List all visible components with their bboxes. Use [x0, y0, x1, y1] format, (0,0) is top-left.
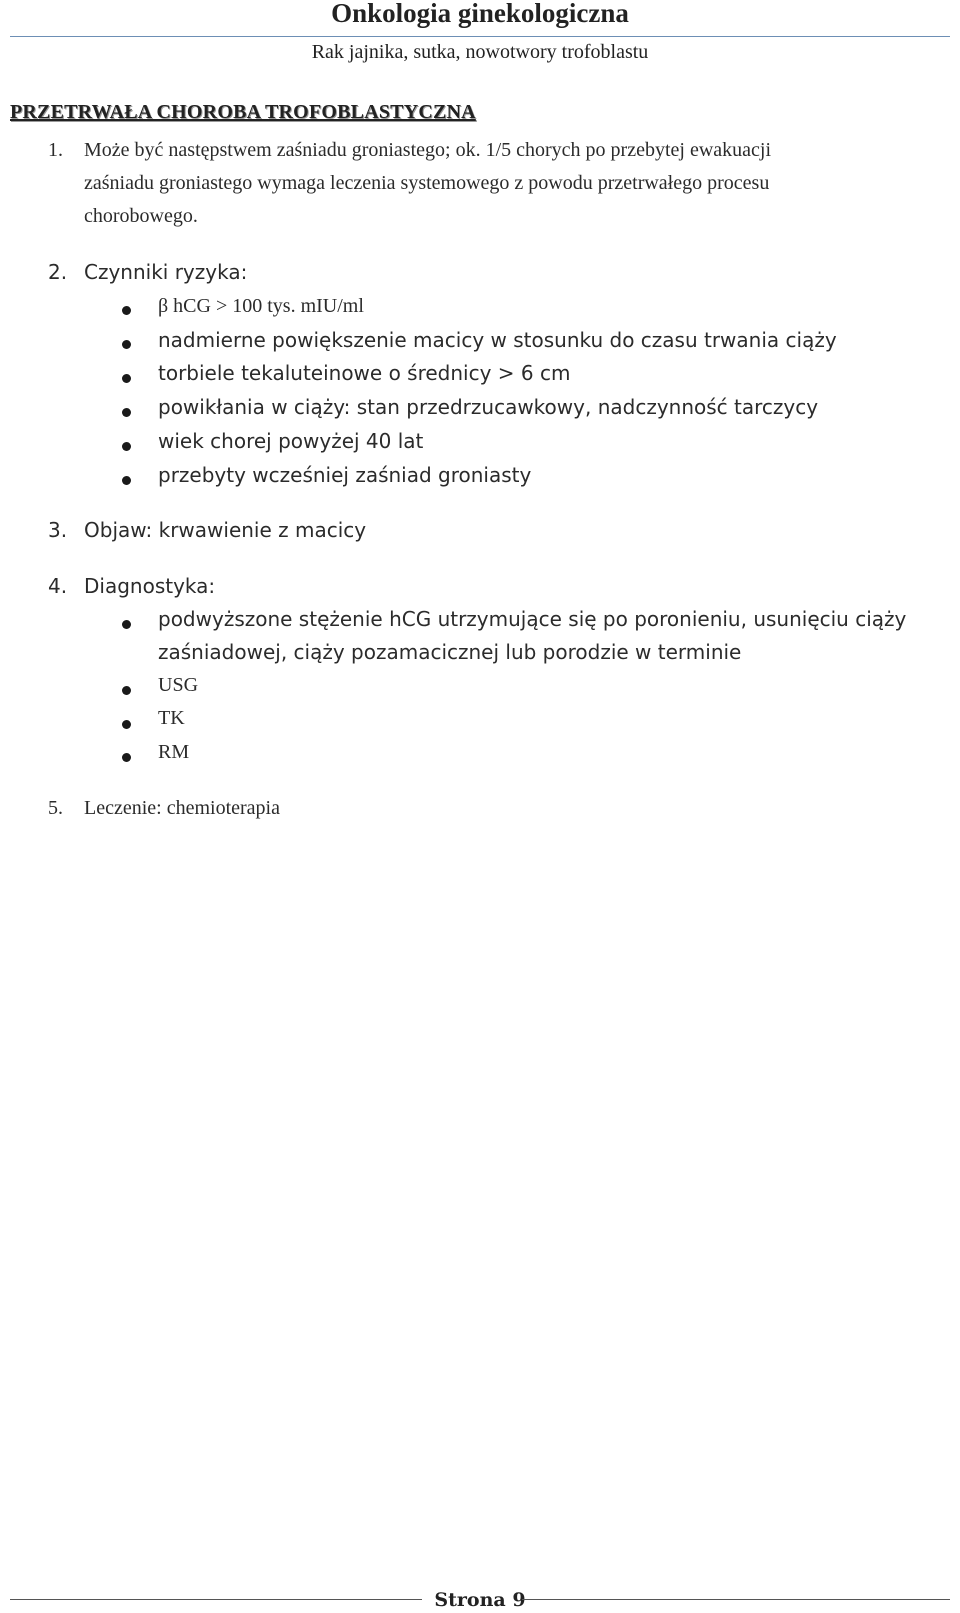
- bullet-text: RM: [158, 741, 190, 763]
- header-divider: [10, 36, 950, 37]
- bullet-text-line: zaśniadowej, ciąży pozamacicznej lub porodzie w terminie: [158, 640, 742, 664]
- bullet-text: nadmierne powiększenie macicy w stosunku do czasu trwania ciąży: [158, 328, 837, 352]
- page-title: Onkologia ginekologiczna: [331, 0, 629, 28]
- item-text: Czynniki ryzyka:: [84, 260, 248, 284]
- item-number: 5.: [48, 797, 63, 819]
- item-number: 1.: [48, 139, 63, 161]
- item-text: Diagnostyka:: [84, 574, 216, 598]
- bullet-icon: [122, 306, 131, 315]
- item-text-line: zaśniadu groniastego wymaga leczenia systemowego z powodu przetrwałego procesu: [84, 172, 770, 194]
- bullet-text: powikłania w ciąży: stan przedrzucawkowy, nadczynność tarczycy: [158, 395, 819, 419]
- bullet-icon: [122, 476, 131, 485]
- item-text: Leczenie: chemioterapia: [84, 797, 280, 819]
- bullet-icon: [122, 374, 131, 383]
- item-text-line: chorobowego.: [84, 205, 198, 227]
- footer-divider-right: [522, 1599, 950, 1600]
- bullet-icon: [122, 720, 131, 729]
- bullet-text: torbiele tekaluteinowe o średnicy > 6 cm: [158, 361, 571, 385]
- bullet-text-line: podwyższone stężenie hCG utrzymujące się po poronieniu, usunięciu ciąży: [158, 607, 907, 631]
- page-number: Strona 9: [434, 1589, 526, 1611]
- bullet-icon: [122, 620, 131, 629]
- item-number: 3.: [48, 518, 68, 542]
- item-number: 4.: [48, 574, 68, 598]
- bullet-icon: [122, 753, 131, 762]
- bullet-text: USG: [158, 674, 199, 696]
- page-subtitle: Rak jajnika, sutka, nowotwory trofoblastu: [311, 41, 649, 63]
- item-number: 2.: [48, 260, 68, 284]
- bullet-icon: [122, 442, 131, 451]
- item-text: Objaw: krwawienie z macicy: [84, 518, 367, 542]
- section-heading: PRZETRWAŁA CHOROBA TROFOBLASTYCZNA: [10, 101, 476, 123]
- bullet-icon: [122, 408, 131, 417]
- bullet-text: β hCG > 100 tys. mIU/ml: [158, 295, 364, 317]
- bullet-icon: [122, 340, 131, 349]
- bullet-text: przebyty wcześniej zaśniad groniasty: [158, 463, 532, 487]
- bullet-icon: [122, 686, 131, 695]
- bullet-text: wiek chorej powyżej 40 lat: [158, 429, 424, 453]
- item-text-line: Może być następstwem zaśniadu groniastego; ok. 1/5 chorych po przebytej ewakuacji: [84, 139, 772, 161]
- bullet-text: TK: [158, 707, 185, 729]
